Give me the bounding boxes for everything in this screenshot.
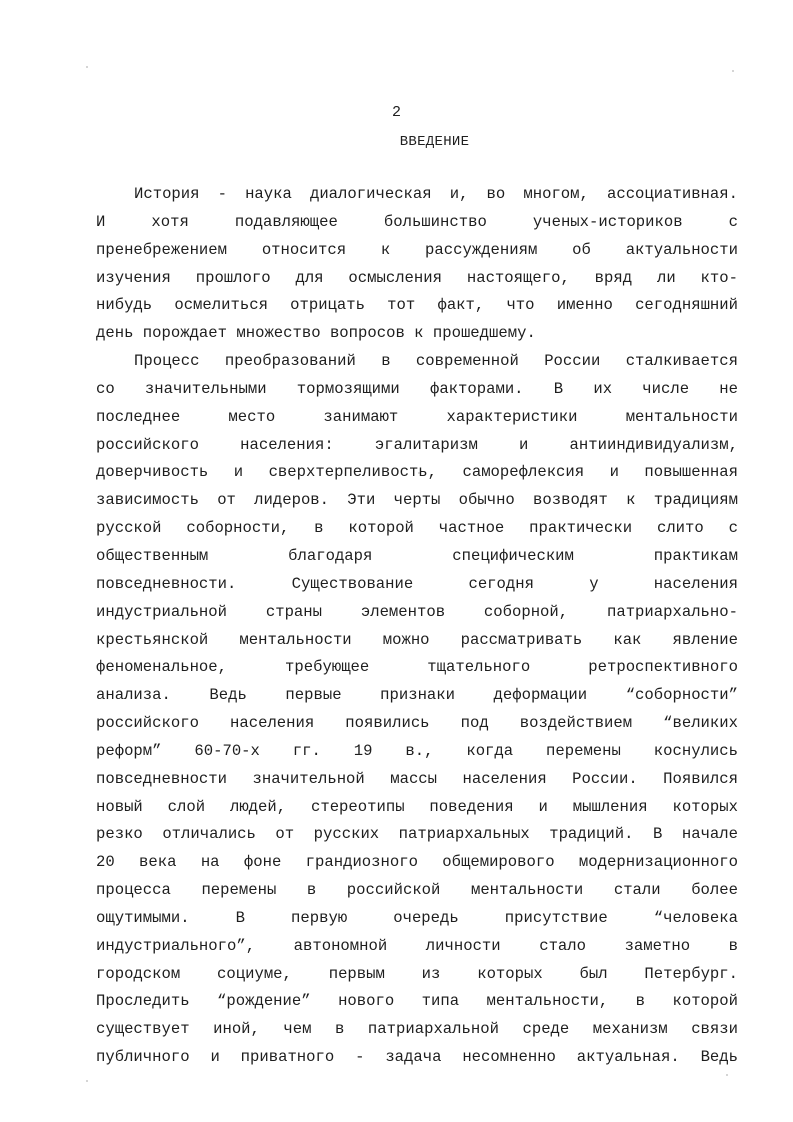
text-line: История - наука диалогическая и, во многом, ассоциативная. bbox=[134, 185, 738, 203]
text-line: городском социуме, первым из которых был Петербург. bbox=[96, 964, 738, 983]
paragraph bbox=[96, 181, 738, 348]
text-line: И хотя подавляющее большинство ученых-историков с bbox=[96, 212, 738, 231]
text-line: последнее место занимают характеристики ментальности bbox=[96, 407, 738, 426]
text-line: повседневности значительной массы населения России. Появился bbox=[96, 769, 738, 788]
text-line: феноменальное, требующее тщательного ретроспективного bbox=[96, 658, 738, 677]
text-line: публичного и приватного - задача несомненно актуальная. Ведь bbox=[96, 1048, 738, 1067]
text-line: день порождает множество вопросов к прошедшему. bbox=[96, 324, 536, 343]
text-line: повседневности. Существование сегодня у населения bbox=[96, 574, 738, 593]
text-line: резко отличались от русских патриархальных традиций. В начале bbox=[96, 825, 738, 844]
text-line: изучения прошлого для осмысления настоящего, вряд ли кто- bbox=[96, 268, 738, 287]
text-line: со значительными тормозящими факторами. В их числе не bbox=[96, 379, 738, 398]
text-line: новый слой людей, стереотипы поведения и мышления которых bbox=[96, 797, 738, 816]
text-line: реформ” 60-70-х гг. 19 в., когда перемены коснулись bbox=[96, 741, 738, 760]
text-line: существует иной, чем в патриархальной среде механизм связи bbox=[96, 1020, 738, 1039]
text-line: Проследить “рождение” нового типа ментальности, в которой bbox=[96, 992, 738, 1011]
body-text bbox=[96, 181, 738, 1072]
text-line: российского населения: эгалитаризм и антииндивидуализм, bbox=[96, 435, 738, 454]
text-line: крестьянской ментальности можно рассматривать как явление bbox=[96, 630, 738, 649]
text-line: русской соборности, в которой частное практически слито с bbox=[96, 519, 738, 538]
text-line: нибудь осмелиться отрицать тот факт, что именно сегодняшний bbox=[96, 296, 738, 315]
scan-speck bbox=[726, 1074, 728, 1076]
scan-speck bbox=[86, 66, 88, 68]
text-line: индустриального”, автономной личности стало заметно в bbox=[96, 936, 738, 955]
paragraph bbox=[96, 348, 738, 1072]
text-line: индустриальной страны элементов соборной, патриархально- bbox=[96, 602, 738, 621]
scan-speck bbox=[732, 70, 734, 72]
scan-speck bbox=[86, 1080, 88, 1082]
text-line: доверчивость и сверхтерпеливость, саморефлексия и повышенная bbox=[96, 463, 738, 482]
text-line: процесса перемены в российской ментальности стали более bbox=[96, 881, 738, 900]
text-line: анализа. Ведь первые признаки деформации “соборности” bbox=[96, 686, 738, 705]
text-line: российского населения появились под воздействием “великих bbox=[96, 714, 738, 733]
page-number: 2 bbox=[391, 104, 401, 121]
text-line: 20 века на фоне грандиозного общемирового модернизационного bbox=[96, 853, 738, 872]
text-line: зависимость от лидеров. Эти черты обычно возводят к традициям bbox=[96, 491, 738, 510]
text-line: ощутимыми. В первую очередь присутствие “человека bbox=[96, 908, 738, 927]
section-title: ВВЕДЕНИЕ bbox=[399, 134, 470, 150]
text-line: общественным благодаря специфическим практикам bbox=[96, 546, 738, 565]
text-line: Процесс преобразований в современной России сталкивается bbox=[134, 352, 738, 371]
text-line: пренебрежением относится к рассуждениям об актуальности bbox=[96, 240, 738, 259]
